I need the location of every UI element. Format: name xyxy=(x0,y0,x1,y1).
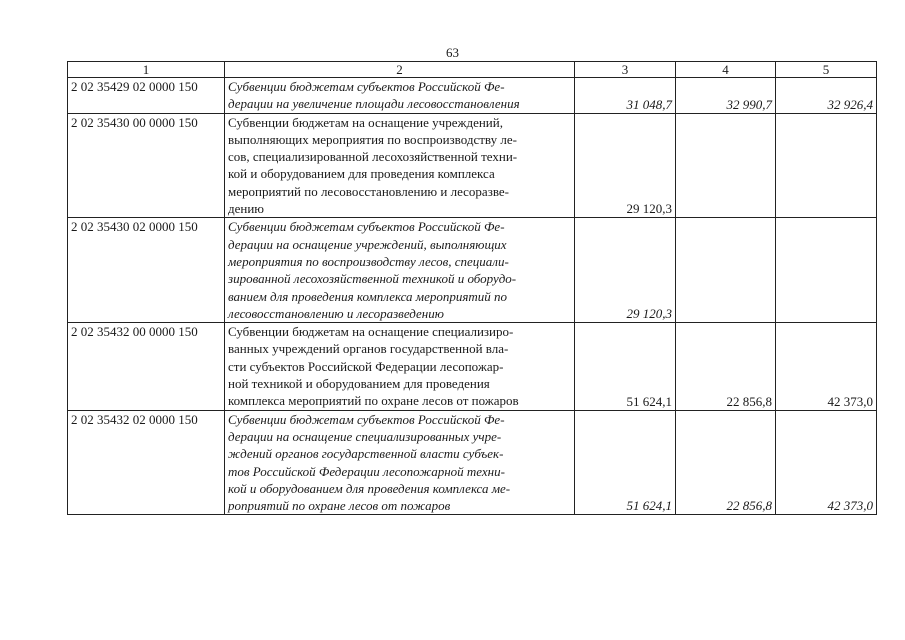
description-line: роприятий по охране лесов от пожаров xyxy=(228,498,451,514)
amount-column-3: 51 624,1 xyxy=(575,323,676,410)
description-line: ванием для проведения комплекса мероприятий по xyxy=(228,288,508,304)
column-header-2: 2 xyxy=(225,62,575,78)
budget-item-description xyxy=(225,410,575,515)
column-header-3: 3 xyxy=(575,62,676,78)
description-line: сов, специализированной лесохозяйственной техни- xyxy=(228,149,518,165)
amount-column-4: 22 856,8 xyxy=(676,410,776,515)
description-line: Субвенции бюджетам субъектов Российской Фе- xyxy=(228,79,505,94)
description-line: тов Российской Федерации лесопожарной техни- xyxy=(228,463,505,479)
description-line: выполняющих мероприятия по воспроизводству ле- xyxy=(228,131,517,147)
budget-item-description xyxy=(225,78,575,114)
description-line: дерации на оснащение специализированных учре- xyxy=(228,428,502,444)
description-line: ванных учреждений органов государственной вла- xyxy=(228,341,509,357)
amount-column-5: 42 373,0 xyxy=(776,323,877,410)
table-row xyxy=(68,113,877,218)
budget-code: 2 02 35429 02 0000 150 xyxy=(68,78,225,114)
column-header-1: 1 xyxy=(68,62,225,78)
description-line: ждений органов государственной власти субъек- xyxy=(228,446,504,462)
header-row xyxy=(68,62,877,78)
budget-item-description xyxy=(225,323,575,410)
description-line: мероприятия по воспроизводству лесов, специали- xyxy=(228,253,509,269)
budget-item-description xyxy=(225,113,575,218)
budget-code: 2 02 35432 02 0000 150 xyxy=(68,410,225,515)
description-line: Субвенции бюджетам субъектов Российской Фе- xyxy=(228,411,505,427)
description-line: дерации на оснащение учреждений, выполняющих xyxy=(228,236,507,252)
budget-code: 2 02 35432 00 0000 150 xyxy=(68,323,225,410)
description-line: лесовосстановлению и лесоразведению xyxy=(228,305,444,321)
amount-column-5 xyxy=(776,218,877,323)
description-line: кой и оборудованием для проведения комплекса xyxy=(228,166,495,182)
description-line: сти субъектов Российской Федерации лесопожар- xyxy=(228,358,504,374)
description-line: зированной лесохозяйственной техникой и оборудо- xyxy=(228,271,517,287)
table-body xyxy=(68,78,877,515)
column-header-4: 4 xyxy=(676,62,776,78)
amount-column-4: 32 990,7 xyxy=(676,78,776,114)
budget-table xyxy=(67,61,877,515)
description-line: кой и оборудованием для проведения комплекса ме- xyxy=(228,480,511,496)
amount-column-4 xyxy=(676,218,776,323)
amount-column-3: 29 120,3 xyxy=(575,218,676,323)
description-line: дению xyxy=(228,201,265,217)
amount-column-5 xyxy=(776,113,877,218)
amount-column-5: 42 373,0 xyxy=(776,410,877,515)
description-line: комплекса мероприятий по охране лесов от пожаров xyxy=(228,393,519,409)
amount-column-3: 31 048,7 xyxy=(575,78,676,114)
amount-column-3: 29 120,3 xyxy=(575,113,676,218)
page-number: 63 xyxy=(446,45,459,60)
amount-column-4: 22 856,8 xyxy=(676,323,776,410)
budget-code: 2 02 35430 00 0000 150 xyxy=(68,113,225,218)
description-line: Субвенции бюджетам субъектов Российской Фе- xyxy=(228,219,505,235)
table-row xyxy=(68,78,877,114)
column-header-5: 5 xyxy=(776,62,877,78)
table-row xyxy=(68,410,877,515)
description-line: Субвенции бюджетам на оснащение специализиро- xyxy=(228,324,514,340)
budget-code: 2 02 35430 02 0000 150 xyxy=(68,218,225,323)
description-line: ной техникой и оборудованием для проведения xyxy=(228,376,490,392)
description-line: Субвенции бюджетам на оснащение учреждений, xyxy=(228,114,503,130)
table-row xyxy=(68,218,877,323)
table-row xyxy=(68,323,877,410)
amount-column-3: 51 624,1 xyxy=(575,410,676,515)
description-line: дерации на увеличение площади лесовосстановления xyxy=(228,96,520,112)
description-line: мероприятий по лесовосстановлению и лесоразве- xyxy=(228,183,509,199)
amount-column-4 xyxy=(676,113,776,218)
amount-column-5: 32 926,4 xyxy=(776,78,877,114)
budget-item-description xyxy=(225,218,575,323)
